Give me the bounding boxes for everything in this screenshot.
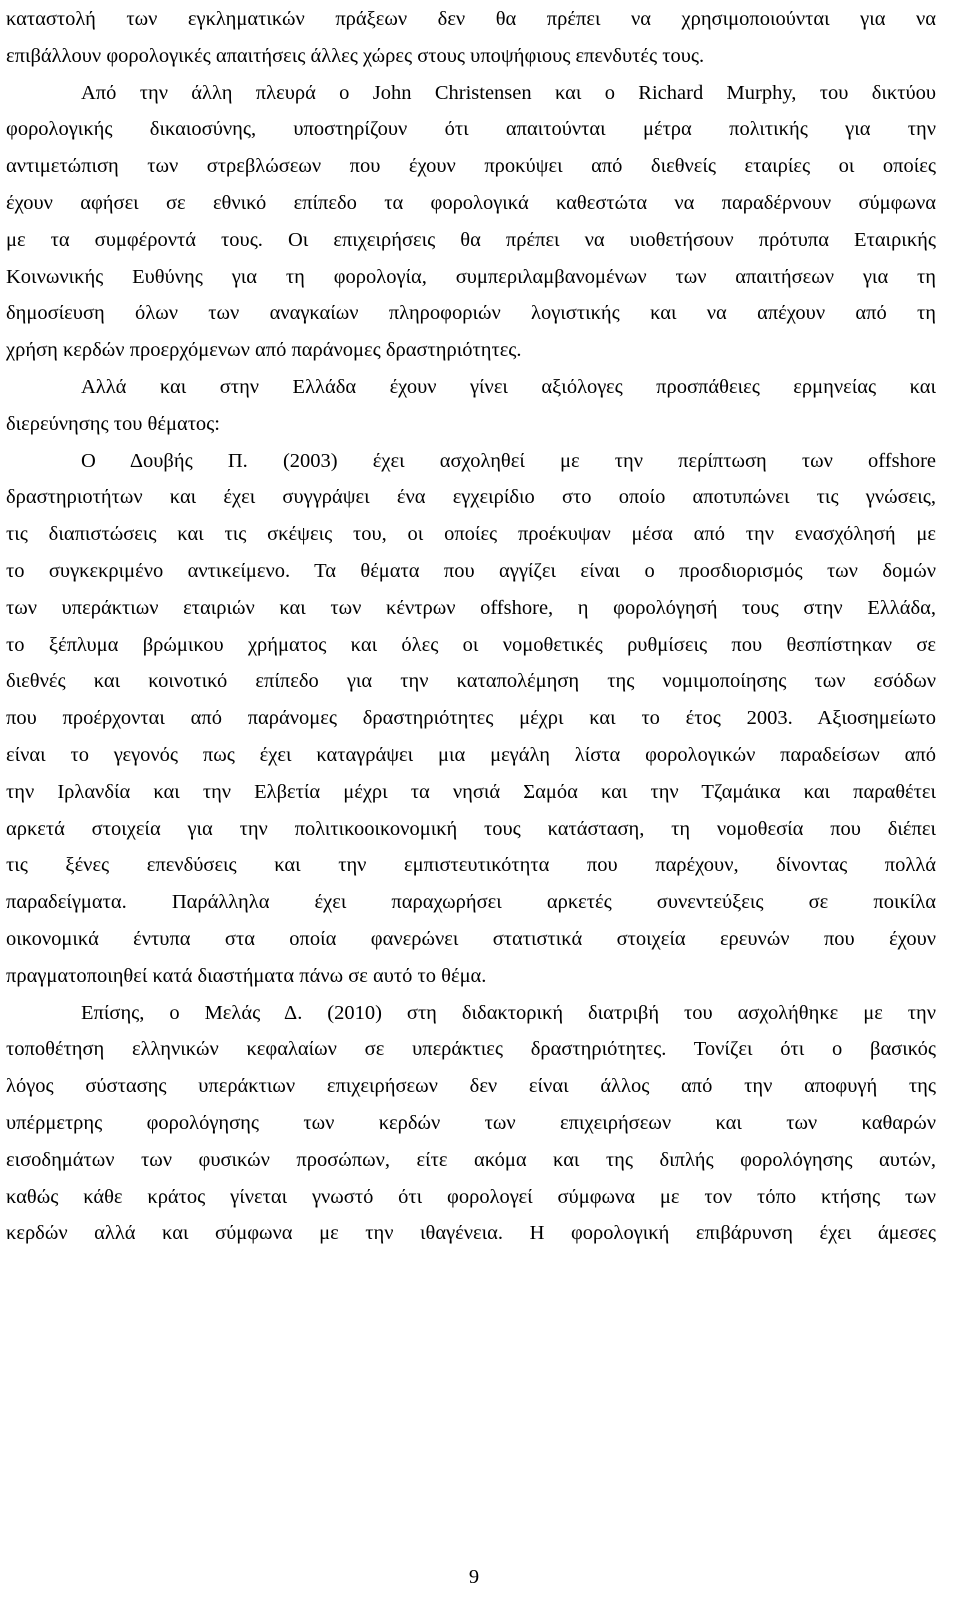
text-line: Από την άλλη πλευρά ο John Christensen και ο Richard Murphy, του δικτύου bbox=[81, 81, 936, 104]
text-line: οικονομικά έντυπα στα οποία φανερώνει στατιστικά στοιχεία ερευνών που έχουν bbox=[6, 927, 936, 950]
text-line: Κοινωνικής Ευθύνης για τη φορολογία, συμπεριλαμβανομένων των απαιτήσεων για τη bbox=[6, 265, 936, 288]
text-line: υπέρμετρης φορολόγησης των κερδών των επιχειρήσεων και των καθαρών bbox=[6, 1111, 936, 1134]
text-line: αντιμετώπιση των στρεβλώσεων που έχουν προκύψει από διεθνείς εταιρίες οι οποίες bbox=[6, 155, 936, 178]
text-line: καθώς κάθε κράτος γίνεται γνωστό ότι φορολογεί σύμφωνα με τον τόπο κτήσης των bbox=[6, 1185, 936, 1208]
text-line: την Ιρλανδία και την Ελβετία μέχρι τα νησιά Σαμόα και την Τζαμάικα και παραθέτει bbox=[6, 780, 936, 803]
text-line: είναι το γεγονός πως έχει καταγράψει μια μεγάλη λίστα φορολογικών παραδείσων από bbox=[6, 743, 936, 766]
text-line: λόγος σύστασης υπεράκτιων επιχειρήσεων δεν είναι άλλος από την αποφυγή της bbox=[6, 1075, 936, 1098]
text-line: επιβάλλουν φορολογικές απαιτήσεις άλλες χώρες στους υποψήφιους επενδυτές τους. bbox=[6, 44, 705, 67]
text-line: τις ξένες επενδύσεις και την εμπιστευτικότητα που παρέχουν, δίνοντας πολλά bbox=[6, 854, 936, 877]
text-line: Επίσης, ο Μελάς Δ. (2010) στη διδακτορική διατριβή του ασχολήθηκε με την bbox=[81, 1001, 936, 1024]
text-line: των υπεράκτιων εταιριών και των κέντρων offshore, η φορολόγησή τους στην Ελλάδα, bbox=[6, 596, 936, 619]
text-line: Αλλά και στην Ελλάδα έχουν γίνει αξιόλογες προσπάθειες ερμηνείας και bbox=[81, 375, 936, 398]
text-line: τις διαπιστώσεις και τις σκέψεις του, οι οποίες προέκυψαν μέσα από την ενασχόλησή με bbox=[6, 523, 936, 546]
text-line: δημοσίευση όλων των αναγκαίων πληροφοριών λογιστικής και να απέχουν από τη bbox=[6, 302, 936, 325]
text-line: με τα συμφέροντά τους. Οι επιχειρήσεις θα πρέπει να υιοθετήσουν πρότυπα Εταιρικής bbox=[6, 228, 936, 251]
text-line: χρήση κερδών προερχόμενων από παράνομες δραστηριότητες. bbox=[6, 339, 522, 362]
text-line: που προέρχονται από παράνομες δραστηριότητες μέχρι και το έτος 2003. Αξιοσημείωτο bbox=[6, 707, 936, 730]
text-line: τοποθέτηση ελληνικών κεφαλαίων σε υπεράκτιες δραστηριότητες. Τονίζει ότι ο βασικός bbox=[6, 1038, 936, 1061]
text-line: παραδείγματα. Παράλληλα έχει παραχωρήσει αρκετές συνεντεύξεις σε ποικίλα bbox=[6, 891, 936, 914]
text-line: διεθνές και κοινοτικό επίπεδο για την καταπολέμηση της νομιμοποίησης των εσόδων bbox=[6, 670, 936, 693]
text-line: δραστηριοτήτων και έχει συγγράψει ένα εγχειρίδιο στο οποίο αποτυπώνει τις γνώσεις, bbox=[6, 486, 936, 509]
text-line: το συγκεκριμένο αντικείμενο. Τα θέματα που αγγίζει είναι ο προσδιορισμός των δομών bbox=[6, 559, 936, 582]
body-text bbox=[6, 1, 936, 1252]
text-line: κερδών αλλά και σύμφωνα με την ιθαγένεια. Η φορολογική επιβάρυνση έχει άμεσες bbox=[6, 1222, 936, 1245]
text-line: φορολογικής δικαιοσύνης, υποστηρίζουν ότι απαιτούνται μέτρα πολιτικής για την bbox=[6, 118, 936, 141]
text-line: διερεύνησης του θέματος: bbox=[6, 412, 220, 435]
text-line: καταστολή των εγκληματικών πράξεων δεν θα πρέπει να χρησιμοποιούνται για να bbox=[6, 8, 936, 30]
text-line: αρκετά στοιχεία για την πολιτικοοικονομική τους κατάσταση, τη νομοθεσία που διέπει bbox=[6, 817, 936, 840]
text-line: πραγματοποιηθεί κατά διαστήματα πάνω σε αυτό το θέμα. bbox=[6, 964, 487, 987]
text-line: εισοδημάτων των φυσικών προσώπων, είτε ακόμα και της διπλής φορολόγησης αυτών, bbox=[6, 1148, 936, 1171]
text-line: έχουν αφήσει σε εθνικό επίπεδο τα φορολογικά καθεστώτα να παραδέρνουν σύμφωνα bbox=[6, 191, 936, 214]
text-line: το ξέπλυμα βρώμικου χρήματος και όλες οι νομοθετικές ρυθμίσεις που θεσπίστηκαν σε bbox=[6, 633, 936, 656]
text-line: Ο Δουβής Π. (2003) έχει ασχοληθεί με την περίπτωση των offshore bbox=[81, 449, 936, 472]
page-number: 9 bbox=[468, 1566, 480, 1588]
